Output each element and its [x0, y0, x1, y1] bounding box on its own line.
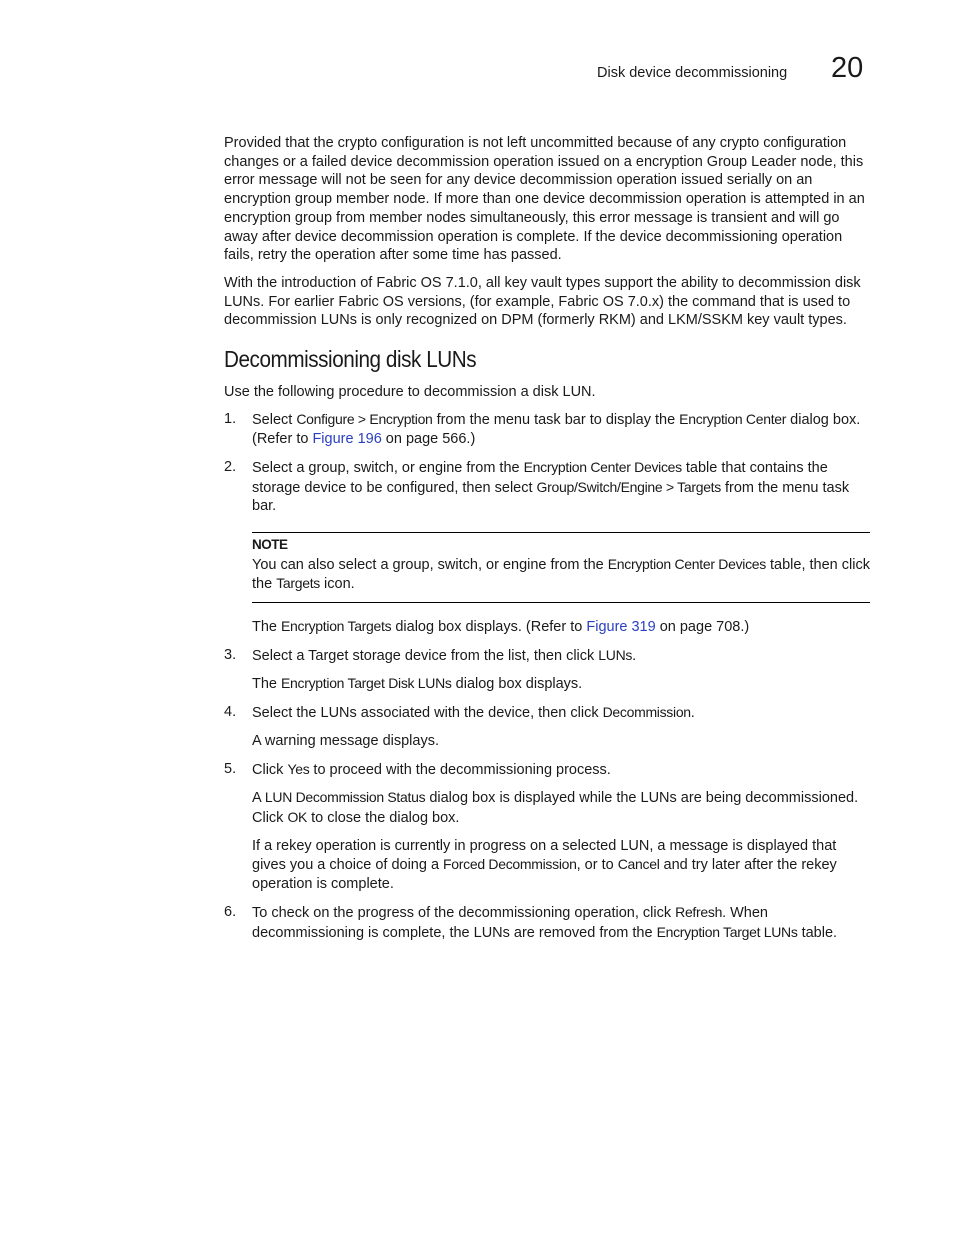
- menu-path-configure-encryption: Configure > Encryption: [296, 411, 433, 428]
- result-text: The: [252, 676, 282, 693]
- result-text: to close the dialog box.: [307, 809, 460, 826]
- step-text: on page 566.): [381, 431, 476, 448]
- step-text: table that contains the storage device to be configured, then select: [252, 459, 828, 496]
- step-text: To check on the progress of the decommissioning operation, click: [252, 904, 676, 921]
- step-number: 6.: [224, 903, 237, 920]
- step-5-result-2: [224, 837, 870, 894]
- step-text: from the menu task bar.: [252, 479, 850, 515]
- note-text: table, then click the: [252, 556, 870, 593]
- step-text: Select: [252, 412, 297, 429]
- step-text: .: [632, 647, 637, 664]
- note-text: You can also select a group, switch, or engine from the: [252, 556, 608, 573]
- result-text: and try later after the rekey operation is complete.: [252, 857, 837, 893]
- button-name-refresh: Refresh: [675, 903, 723, 920]
- result-text: on page 708.): [655, 619, 750, 636]
- figure-196-link[interactable]: Figure 196: [312, 431, 382, 448]
- step-4: [224, 703, 870, 723]
- step-number: 2.: [224, 458, 237, 475]
- option-name-cancel: Cancel: [617, 856, 660, 873]
- chapter-number: 20: [831, 52, 864, 84]
- note-box: [252, 532, 870, 603]
- dialog-name-encryption-target-disk-luns: Encryption Target Disk LUNs: [281, 675, 452, 692]
- result-text: If a rekey operation is currently in progress on a selected LUN, a message is displayed that gives you a choice of doing a: [252, 837, 837, 874]
- step-text: . When decommissioning is complete, the LUNs are removed from the: [252, 904, 768, 941]
- menu-path-targets: Group/Switch/Engine > Targets: [536, 478, 721, 495]
- option-name-forced-decommission: Forced Decommission: [443, 856, 577, 873]
- result-text: A: [252, 790, 265, 807]
- result-text: , or to: [576, 857, 618, 874]
- section-lead: Use the following procedure to decommission a disk LUN.: [224, 383, 596, 400]
- table-name-encryption-center-devices: Encryption Center Devices: [523, 458, 682, 475]
- step-2-result: [224, 617, 870, 637]
- section-heading: Decommissioning disk LUNs: [224, 346, 477, 373]
- button-name-ok: OK: [287, 808, 308, 825]
- table-name-encryption-target-luns: Encryption Target LUNs: [656, 923, 798, 940]
- note-text: icon.: [320, 576, 355, 593]
- intro-paragraph-1: Provided that the crypto configuration is not left uncommitted because of any crypto configuration changes or a failed device decommission operation issued on a encryption Group Leader node, this error message will not be seen for any device decommission operation issued serially on an encryption group member node. If more than one device decommission operation is attempted in an encryption group from member nodes simultaneously, this error message is transient and will go away after device decommission operation is complete. If the device decommissioning operation fails, retry the operation after some time has passed.: [224, 135, 865, 264]
- running-header-title: Disk device decommissioning: [597, 65, 788, 81]
- step-3: [224, 646, 870, 666]
- intro-paragraph-2: With the introduction of Fabric OS 7.1.0, all key vault types support the ability to decommission disk LUNs. For earlier Fabric OS versions, (for example, Fabric OS 7.0.x) the command that is used to decommission LUNs is only recognized on DPM (formerly RKM) and LKM/SSKM key vault types.: [224, 274, 861, 329]
- step-number: 5.: [224, 760, 237, 777]
- page-content: [224, 134, 870, 951]
- step-1: [224, 410, 870, 448]
- icon-name-targets: Targets: [276, 575, 320, 592]
- step-number: 4.: [224, 704, 237, 721]
- step-6: [224, 903, 870, 942]
- dialog-name-encryption-targets: Encryption Targets: [281, 618, 392, 635]
- result-text: The: [252, 619, 282, 636]
- result-text: dialog box displays.: [451, 676, 583, 693]
- figure-319-link[interactable]: Figure 319: [586, 619, 656, 636]
- step-2: [224, 458, 870, 516]
- step-text: to proceed with the decommissioning process.: [309, 761, 611, 778]
- step-5-result-1: [224, 788, 870, 827]
- procedure-steps: [224, 410, 870, 942]
- step-5: [224, 760, 870, 780]
- button-name-luns: LUNs: [598, 646, 633, 663]
- step-text: Select a Target storage device from the list, then click: [252, 647, 599, 664]
- button-name-yes: Yes: [287, 760, 310, 777]
- step-text: dialog box. (Refer to: [252, 412, 861, 448]
- note-label: NOTE: [252, 536, 288, 552]
- step-text: Click: [252, 761, 288, 778]
- table-name-encryption-center-devices: Encryption Center Devices: [607, 555, 766, 572]
- step-4-result: A warning message displays.: [252, 732, 439, 749]
- step-text: Select the LUNs associated with the device, then click: [252, 705, 603, 722]
- step-number: 3.: [224, 646, 237, 663]
- step-text: Select a group, switch, or engine from the: [252, 459, 524, 476]
- step-number: 1.: [224, 411, 237, 428]
- dialog-name-encryption-center: Encryption Center: [679, 411, 787, 428]
- step-3-result: [224, 674, 870, 694]
- step-text: table.: [797, 924, 838, 941]
- result-text: dialog box is displayed while the LUNs are being decommissioned. Click: [252, 790, 859, 826]
- section-heading-wrap: [224, 346, 870, 373]
- result-text: dialog box displays. (Refer to: [391, 619, 587, 636]
- dialog-name-lun-decommission-status: LUN Decommission Status: [264, 789, 426, 806]
- button-name-decommission: Decommission: [602, 704, 691, 721]
- step-text: .: [690, 705, 695, 722]
- step-text: from the menu task bar to display the: [432, 412, 680, 429]
